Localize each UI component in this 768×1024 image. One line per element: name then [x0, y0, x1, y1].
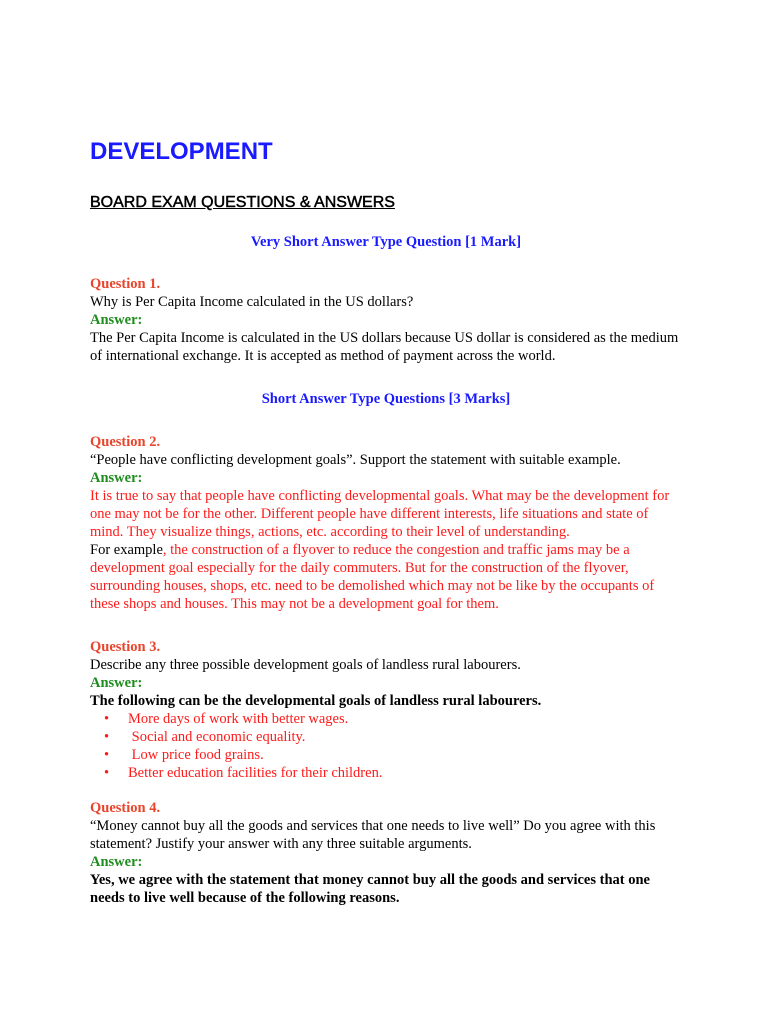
answer-1-text: The Per Capita Income is calculated in the US dollars because US dollar is considered as the medium of international exchange. It is accepted as method of payment across the world.: [90, 330, 679, 364]
answer-2-example: [90, 541, 682, 613]
answer-1-label: Answer:: [90, 312, 143, 328]
example-prefix: For example: [90, 542, 163, 558]
answer-2-label: Answer:: [90, 470, 143, 486]
answer-4-label: Answer:: [90, 854, 143, 870]
document-title: DEVELOPMENT: [90, 138, 273, 165]
list-item: • Better education facilities for their children.: [104, 764, 682, 782]
question-1-text: Why is Per Capita Income calculated in the US dollars?: [90, 294, 414, 310]
document-subtitle: BOARD EXAM QUESTIONS & ANSWERS: [90, 194, 395, 211]
section-heading-short: Short Answer Type Questions [3 Marks]: [261, 391, 511, 407]
list-item: • Social and economic equality.: [104, 728, 682, 746]
question-4-text: “Money cannot buy all the goods and services that one needs to live well” Do you agree with this statement? Justify your answer with any three suitable arguments.: [90, 818, 656, 852]
answer-3-bullet-list: [90, 710, 682, 782]
question-3-label: Question 3.: [90, 639, 161, 655]
question-4-label: Question 4.: [90, 800, 161, 816]
question-2-text: “People have conflicting development goals”. Support the statement with suitable example.: [90, 452, 621, 468]
answer-2-paragraph: It is true to say that people have conflicting developmental goals. What may be the development for one may not be for the other. Different people have different interests, life situations and state of mind. They visualize things, actions, etc. according to their level of understanding.: [90, 488, 670, 540]
list-item: • More days of work with better wages.: [104, 710, 682, 728]
question-2-label: Question 2.: [90, 434, 161, 450]
document-content: [90, 137, 682, 907]
example-text: , the construction of a flyover to reduce the congestion and traffic jams may be a development goal especially for the daily commuters. But for the construction of the flyover, surrounding houses, shops, etc. need to be demolished which may not be like by the occupants of these shops and houses. This may not be a development goal for them.: [90, 542, 655, 612]
list-item: • Low price food grains.: [104, 746, 682, 764]
answer-4-intro: Yes, we agree with the statement that money cannot buy all the goods and services that one needs to live well because of the following reasons.: [90, 872, 650, 906]
answer-3-intro: The following can be the developmental goals of landless rural labourers.: [90, 693, 542, 709]
section-heading-very-short: Very Short Answer Type Question [1 Mark]: [250, 234, 522, 250]
question-3-text: Describe any three possible development goals of landless rural labourers.: [90, 657, 521, 673]
question-1-label: Question 1.: [90, 276, 161, 292]
answer-3-label: Answer:: [90, 675, 143, 691]
